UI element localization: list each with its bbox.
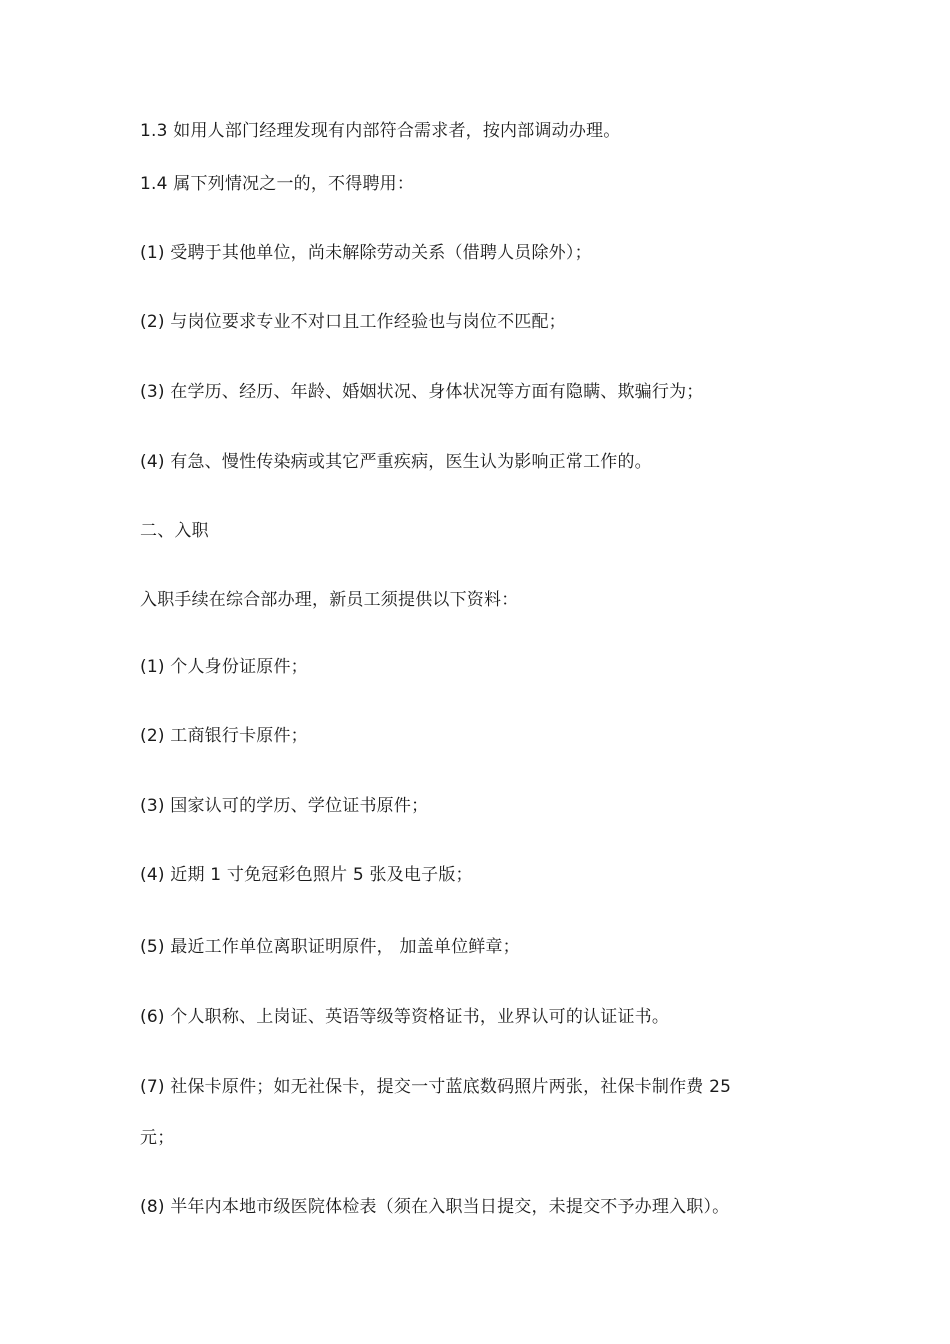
material-item-5: (5) 最近工作单位离职证明原件， 加盖单位鲜章；	[140, 937, 520, 957]
condition-item-4: (4) 有急、慢性传染病或其它严重疾病，医生认为影响正常工作的。	[140, 452, 652, 472]
material-item-7-continued: 元；	[140, 1128, 175, 1148]
material-item-8: (8) 半年内本地市级医院体检表（须在入职当日提交，未提交不予办理入职）。	[140, 1197, 730, 1217]
condition-item-2: (2) 与岗位要求专业不对口且工作经验也与岗位不匹配；	[140, 312, 566, 332]
material-item-2: (2) 工商银行卡原件；	[140, 726, 308, 746]
material-item-3: (3) 国家认可的学历、学位证书原件；	[140, 796, 429, 816]
paragraph-not-hired-conditions: 1.4 属下列情况之一的，不得聘用：	[140, 174, 415, 194]
material-item-7: (7) 社保卡原件；如无社保卡，提交一寸蓝底数码照片两张，社保卡制作费 25	[140, 1077, 732, 1097]
paragraph-onboarding-intro: 入职手续在综合部办理，新员工须提供以下资料：	[140, 590, 519, 610]
condition-item-1: (1) 受聘于其他单位，尚未解除劳动关系（借聘人员除外）；	[140, 243, 592, 263]
material-item-4: (4) 近期 1 寸免冠彩色照片 5 张及电子版；	[140, 865, 473, 885]
material-item-1: (1) 个人身份证原件；	[140, 657, 308, 677]
section-heading-onboarding: 二、入职	[140, 521, 209, 541]
material-item-6: (6) 个人职称、上岗证、英语等级等资格证书，业界认可的认证证书。	[140, 1007, 670, 1027]
paragraph-internal-transfer: 1.3 如用人部门经理发现有内部符合需求者，按内部调动办理。	[140, 121, 621, 141]
condition-item-3: (3) 在学历、经历、年龄、婚姻状况、身体状况等方面有隐瞒、欺骗行为；	[140, 382, 704, 402]
